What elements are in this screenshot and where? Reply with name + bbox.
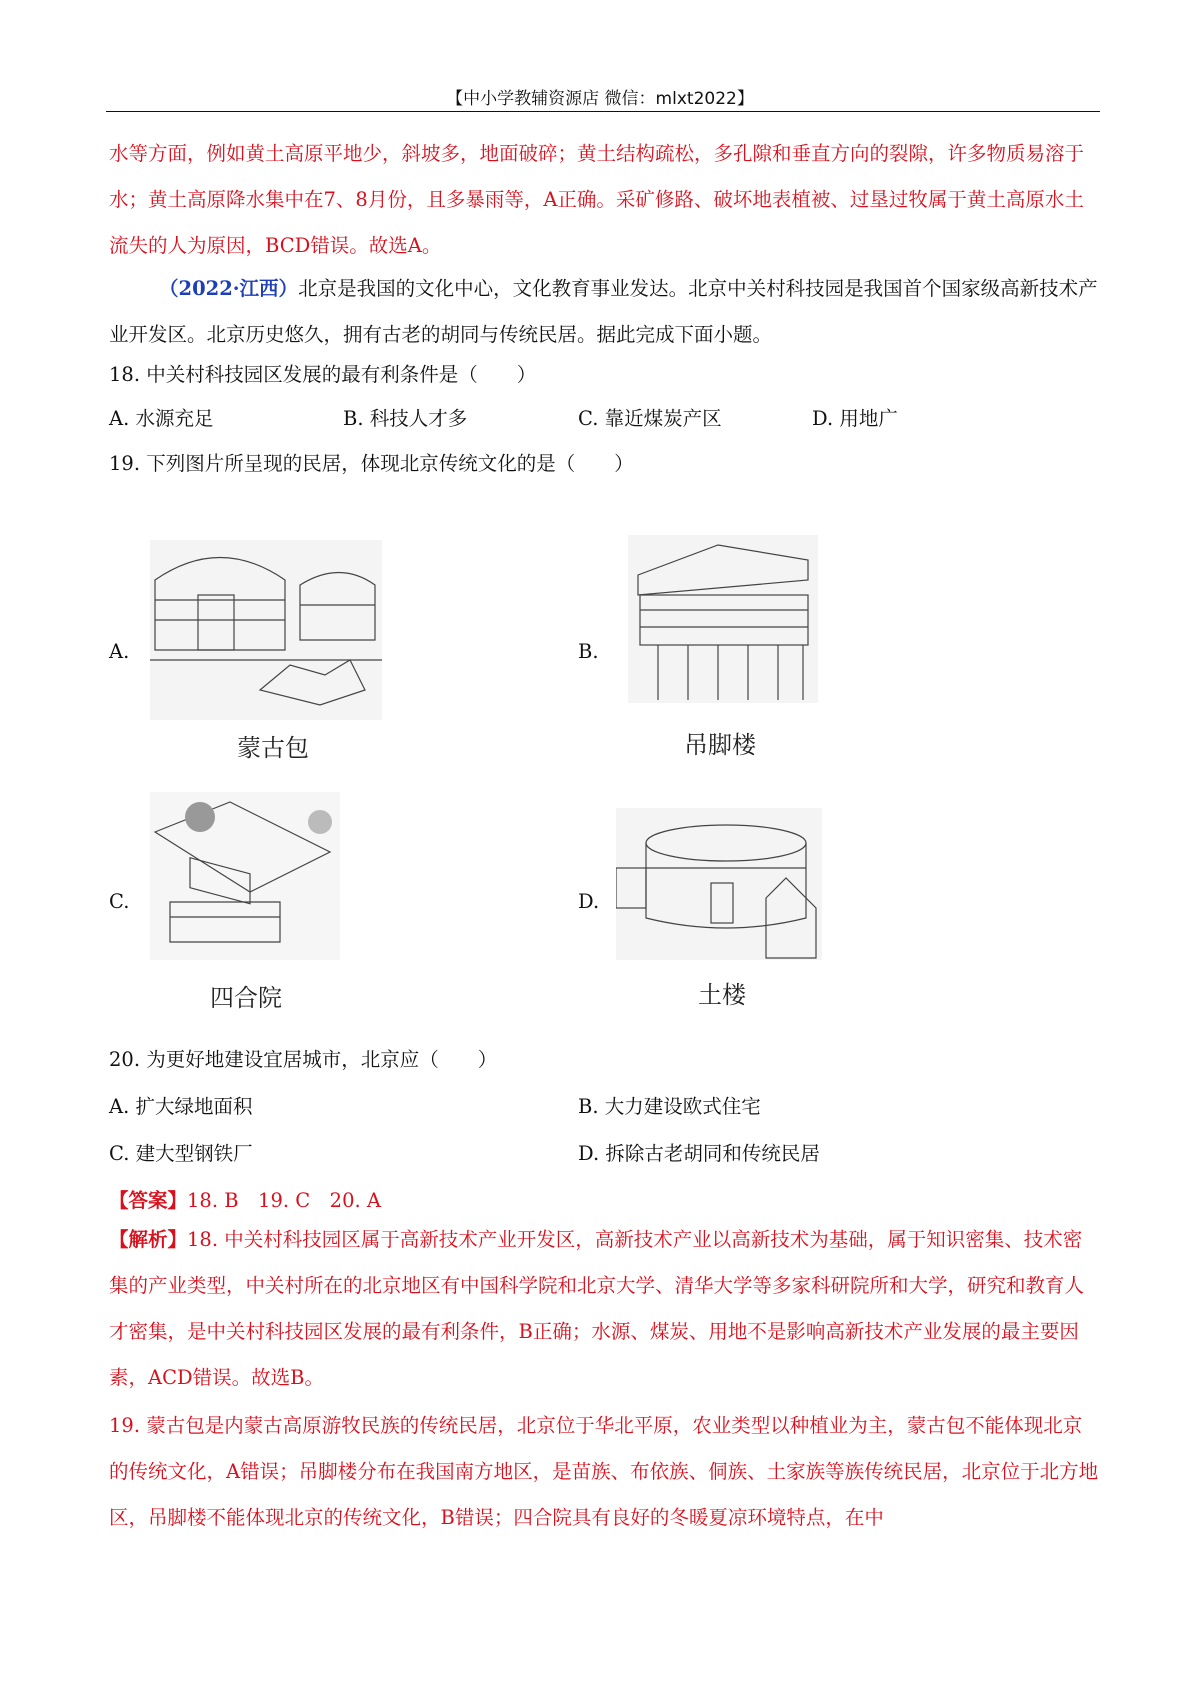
q18-stem: 18. 中关村科技园区发展的最有利条件是（ ）: [109, 363, 537, 386]
q19-option-b-caption: 吊脚楼: [684, 731, 756, 759]
analysis-18-text: 18. 中关村科技园区属于高新技术产业开发区，高新技术产业以高新技术为基础，属于知识密集、技术密集的产业类型，中关村所在的北京地区有中国科学院和北京大学、清华大学等多家科研院所和大学，研究和教育人才密集，是中关村科技园区发展的最有利条件，B正确；水源、煤炭、用地不是影响高新技术产业发展的最主要因素，ACD错误。故选B。: [109, 1228, 1085, 1389]
siheyuan-image: [150, 792, 340, 960]
q19-option-d-letter: D.: [578, 890, 600, 913]
q19-option-b-letter: B.: [578, 640, 599, 663]
analysis-19: 19. 蒙古包是内蒙古高原游牧民族的传统民居，北京位于华北平原，农业类型以种植业为主，蒙古包不能体现北京的传统文化，A错误；吊脚楼分布在我国南方地区，是苗族、布依族、侗族、土家族等族传统民居，北京位于北方地区，吊脚楼不能体现北京的传统文化，B错误；四合院具有良好的冬暖夏凉环境特点，在中: [109, 1414, 1099, 1529]
yurt-image: [150, 540, 382, 720]
answer-tag: 【答案】: [109, 1189, 188, 1212]
q18-option-c: C. 靠近煤炭产区: [578, 407, 722, 430]
passage-text: 北京是我国的文化中心，文化教育事业发达。北京中关村科技园是我国首个国家级高新技术产业开发区。北京历史悠久，拥有古老的胡同与传统民居。据此完成下面小题。: [109, 277, 1098, 346]
q18-option-b: B. 科技人才多: [343, 407, 468, 430]
q19-option-d-caption: 土楼: [698, 981, 746, 1009]
tulou-image: [616, 808, 822, 960]
q20-stem: 20. 为更好地建设宜居城市，北京应（ ）: [109, 1048, 498, 1071]
header-rule: [106, 111, 1100, 112]
q20-option-d: D. 拆除古老胡同和传统民居: [578, 1142, 820, 1165]
answer-line: [109, 1185, 381, 1213]
analysis-18: [109, 1217, 1099, 1401]
passage-source: （2022·江西）: [159, 277, 299, 300]
q19-option-c-letter: C.: [109, 890, 130, 913]
stilt-house-image: [628, 535, 818, 703]
page-header: 【中小学教辅资源店 微信：mlxt2022】: [446, 89, 754, 109]
q19-option-c-caption: 四合院: [210, 984, 282, 1012]
answer-text: 18. B 19. C 20. A: [187, 1189, 381, 1212]
q20-option-a: A. 扩大绿地面积: [109, 1095, 253, 1118]
q19-option-a-letter: A.: [109, 640, 130, 663]
analysis-tag: 【解析】: [109, 1228, 188, 1251]
q20-option-c: C. 建大型钢铁厂: [109, 1142, 253, 1165]
q19-stem: 19. 下列图片所呈现的民居，体现北京传统文化的是（ ）: [109, 452, 634, 475]
passage: [109, 266, 1099, 358]
q18-option-a: A. 水源充足: [109, 407, 214, 430]
prev-explanation: 水等方面，例如黄土高原平地少，斜坡多，地面破碎；黄土结构疏松，多孔隙和垂直方向的裂隙，许多物质易溶于水；黄土高原降水集中在7、8月份，且多暴雨等，A正确。采矿修路、破坏地表植被、过垦过牧属于黄土高原水土流失的人为原因，BCD错误。故选A。: [109, 142, 1085, 257]
q20-option-b: B. 大力建设欧式住宅: [578, 1095, 761, 1118]
q18-option-d: D. 用地广: [812, 407, 898, 430]
q19-option-a-caption: 蒙古包: [237, 734, 309, 762]
